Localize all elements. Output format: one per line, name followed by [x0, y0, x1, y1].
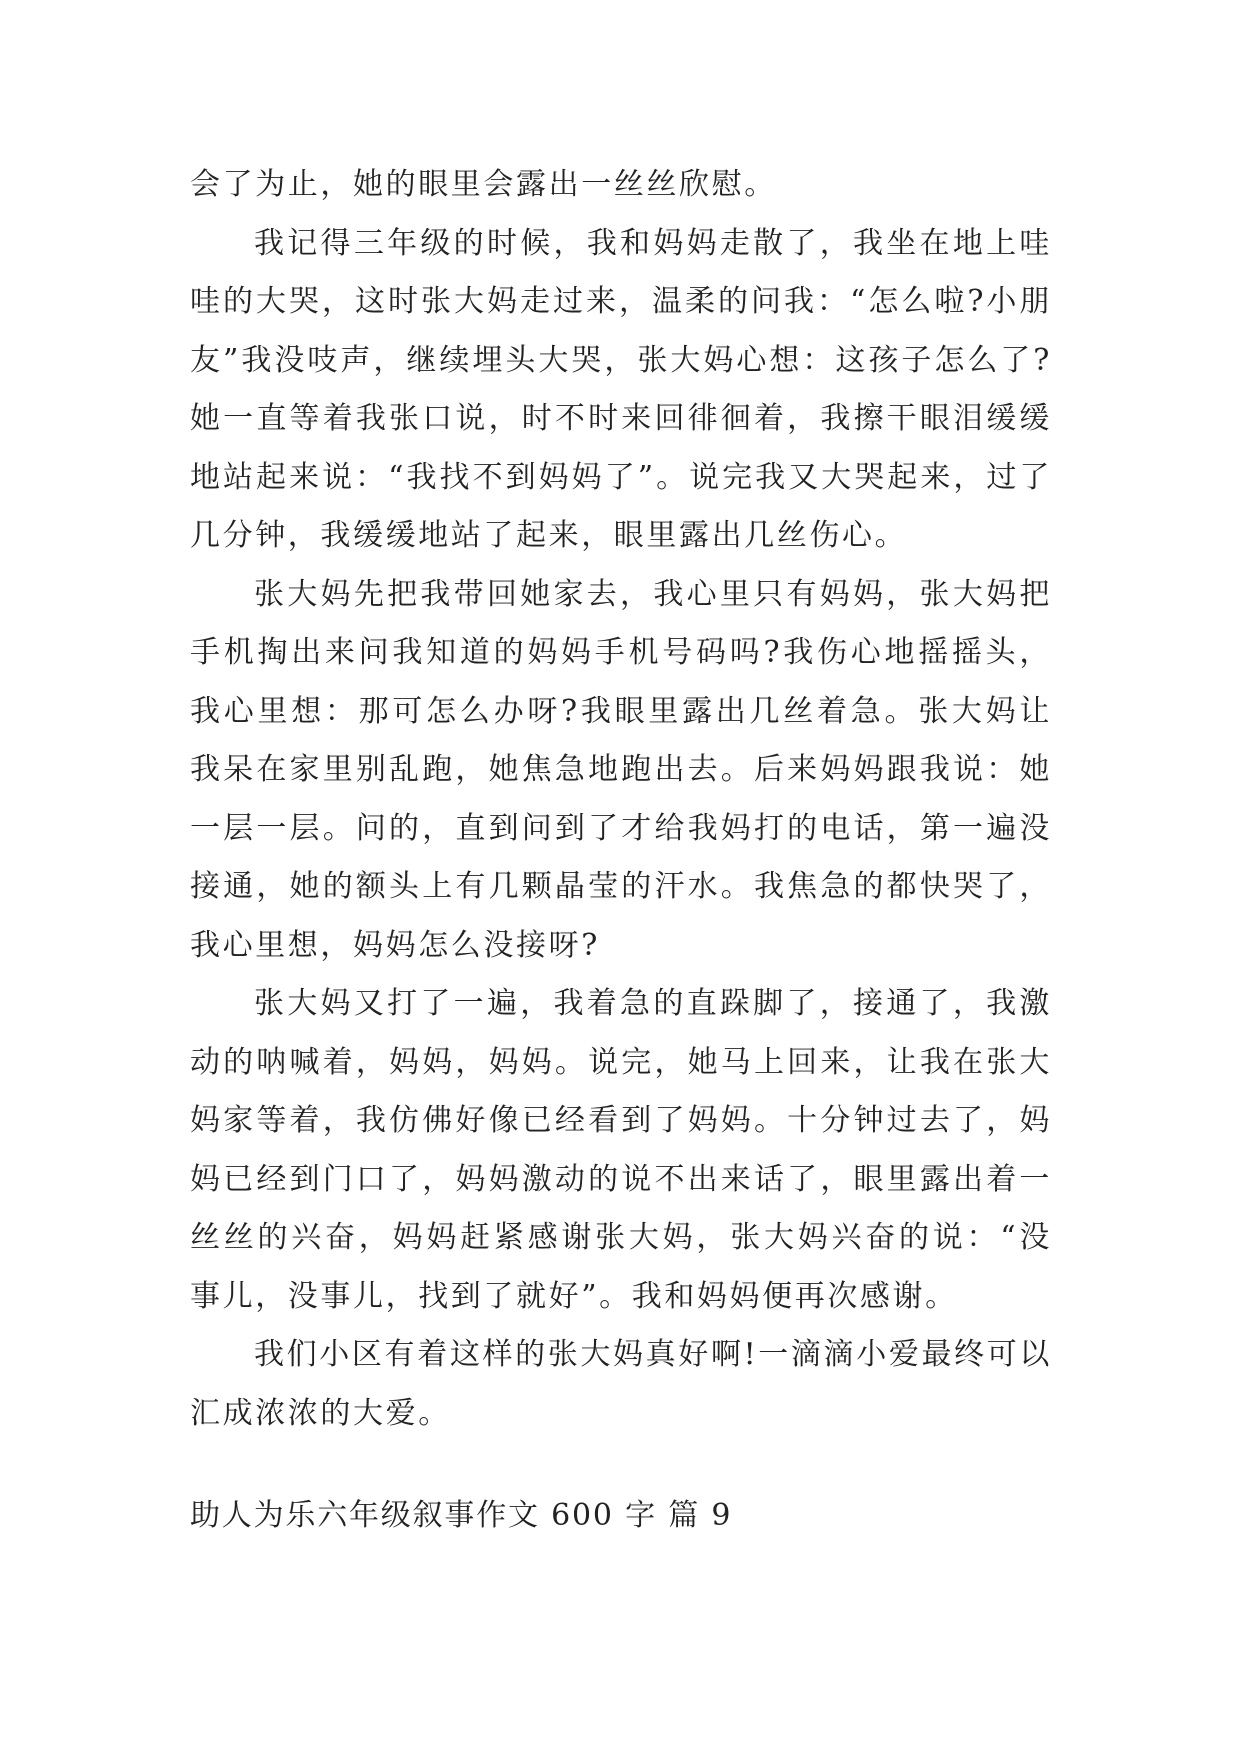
paragraph-continuation: 会了为止，她的眼里会露出一丝丝欣慰。 — [190, 167, 777, 202]
paragraph-conclusion: 我们小区有着这样的张大妈真好啊!一滴滴小爱最终可以汇成浓浓的大爱。 — [190, 1337, 1052, 1431]
paragraph-phone-search: 张大妈先把我带回她家去，我心里只有妈妈，张大妈把手机掏出来问我知道的妈妈手机号码吗?我伤心地摇摇头，我心里想：那可怎么办呀?我眼里露出几丝着急。张大妈让我呆在家里别乱跑，她焦急地跑出去。后来妈妈跟我说：她一层一层。问的，直到问到了才给我妈打的电话，第一遍没接通，她的额头上有几颗晶莹的汗水。我焦急的都快哭了，我心里想，妈妈怎么没接呀? — [190, 576, 1052, 963]
paragraph-lost-mother: 我记得三年级的时候，我和妈妈走散了，我坐在地上哇哇的大哭，这时张大妈走过来，温柔的问我：“怎么啦?小朋友”我没吱声，继续埋头大哭，张大妈心想：这孩子怎么了?她一直等着我张口说，时不时来回徘徊着，我擦干眼泪缓缓地站起来说：“我找不到妈妈了”。说完我又大哭起来，过了几分钟，我缓缓地站了起来，眼里露出几丝伤心。 — [190, 225, 1052, 553]
paragraph-reunion: 张大妈又打了一遍，我着急的直跺脚了，接通了，我激动的呐喊着，妈妈，妈妈。说完，她马上回来，让我在张大妈家等着，我仿佛好像已经看到了妈妈。十分钟过去了，妈妈已经到门口了，妈妈激动的说不出来话了，眼里露出着一丝丝的兴奋，妈妈赶紧感谢张大妈，张大妈兴奋的说：“没事儿，没事儿，找到了就好”。我和妈妈便再次感谢。 — [190, 986, 1052, 1314]
next-article-heading: 助人为乐六年级叙事作文 600 字 篇 9 — [190, 1498, 733, 1533]
article-body — [190, 156, 1052, 1443]
